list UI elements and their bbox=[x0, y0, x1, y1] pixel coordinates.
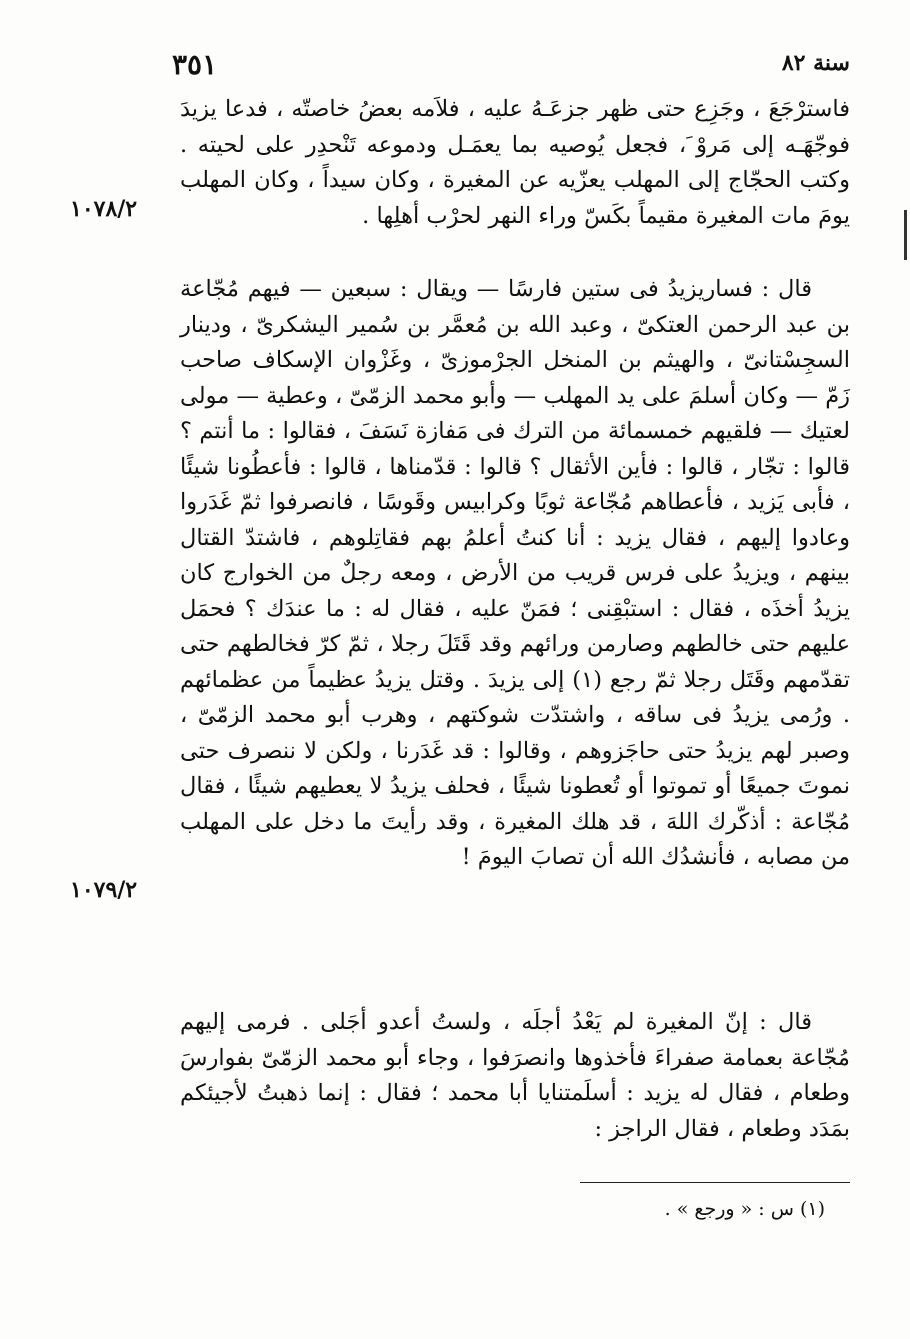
page-number: ٣٥١ bbox=[172, 48, 218, 81]
paragraph-text: قال : إنّ المغيرة لم يَعْدُ أجلَه ، ولستُ أعدو أجَلى . فرمى إليهم مُجّاعة بعمامة صفراءَ فأخذوها وانصرَفوا ، وجاء أبو محمد الزمّىّ بفوارسَ وطعام ، فقال له يزيد : أسلَمتنايا أبا محمد ؛ فقال : إنما ذهبتُ لأجيئكم بمَدَد وطعام ، فقال الراجز : bbox=[180, 1009, 850, 1142]
paragraph-3 bbox=[180, 1005, 850, 1147]
footnote-separator bbox=[580, 1182, 850, 1183]
margin-reference-1: ١٠٧٨/٢ bbox=[70, 196, 138, 222]
paragraph-1 bbox=[180, 92, 850, 234]
scan-edge-mark bbox=[904, 210, 907, 260]
margin-reference-2: ١٠٧٩/٢ bbox=[70, 877, 138, 903]
paragraph-2 bbox=[180, 272, 850, 876]
paragraph-text: قال : فساريزيدُ فى ستين فارسًا — ويقال : سبعين — فيهم مُجّاعة بن عبد الرحمن العتكىّ ، وعبد الله بن مُعمَّر بن سُمير اليشكرىّ ، ودينار السجِسْتانىّ ، والهيثم بن المنخل الجرْموزىّ ، وغَزْوان الإسكاف صاحب زَمّ — وكان أسلمَ على يد المهلب — وأبو محمد الزمّىّ ، وعطية — مولى لعتيك — فلقيهم خمسمائة من الترك فى مَفازة نَسَفَ ، فقالوا : ما أنتم ؟ قالوا : تجّار ، قالوا : فأين الأثقال ؟ قالوا : قدّمناها ، قالوا : فأعطُونا شيئًا ، فأبى يَزيد ، فأعطاهم مُجّاعة ثوبًا وكرابيس وقَوسًا ، فانصرفوا ثمّ غَدَروا وعادوا إليهم ، فقال يزيد : أنا كنتُ أعلمُ بهم فقاتِلوهم ، فاشتدّ القتال بينهم ، ويزيدُ على فرس قريب من الأرض ، ومعه رجلٌ من الخوارج كان يزيدُ أخذَه ، فقال : استبْقِنى ؛ فمَنّ عليه ، فقال له : ما عندَك ؟ فحمَل عليهم حتى خالطهم وصارمن ورائهم وقد قَتَلَ رجلا ، ثمّ كرّ فخالطهم حتى تقدّمهم وقَتَل رجلا ثمّ رجع (١) إلى يزيدَ . وقتل يزيدُ عظيماً من عظمائهم . ورُمى يزيدُ فى ساقه ، واشتدّت شوكتهم ، وهرب أبو محمد الزمّىّ ، وصبر لهم يزيدُ حتى حاجَزوهم ، وقالوا : قد غَدَرنا ، ولكن لا ننصرف حتى نموتَ جميعًا أو تموتوا أو تُعطونا شيئًا ، فحلف يزيدُ لا يعطيهم شيئًا ، فقال مُجّاعة : أذكّرك اللهَ ، قد هلك المغيرة ، وقد رأيتَ ما دخل على المهلب من مصابه ، فأنشدُك الله أن تصابَ اليومَ ! bbox=[180, 276, 850, 870]
paragraph-text: فاسترْجَعَ ، وجَزِع حتى ظهر جزعَـهُ عليه ، فلاَمه بعضُ خاصتّه ، فدعا يزيدَ فوجّهَـه إلى مَروْ َ، فجعل يُوصيه بما يعمَـل ودموعه تَنْحدِر على لحيته . وكتب الحجّاج إلى المهلب يعزّيه عن المغيرة ، وكان سيداً ، وكان المهلب يومَ مات المغيرة مقيماً بكَسّ وراء النهر لحرْب أهلِها . bbox=[180, 96, 850, 229]
page-header bbox=[150, 48, 850, 88]
footnote: (١) س : « ورجع » . bbox=[664, 1198, 825, 1220]
running-head-year: سنة ٨٢ bbox=[781, 50, 850, 76]
